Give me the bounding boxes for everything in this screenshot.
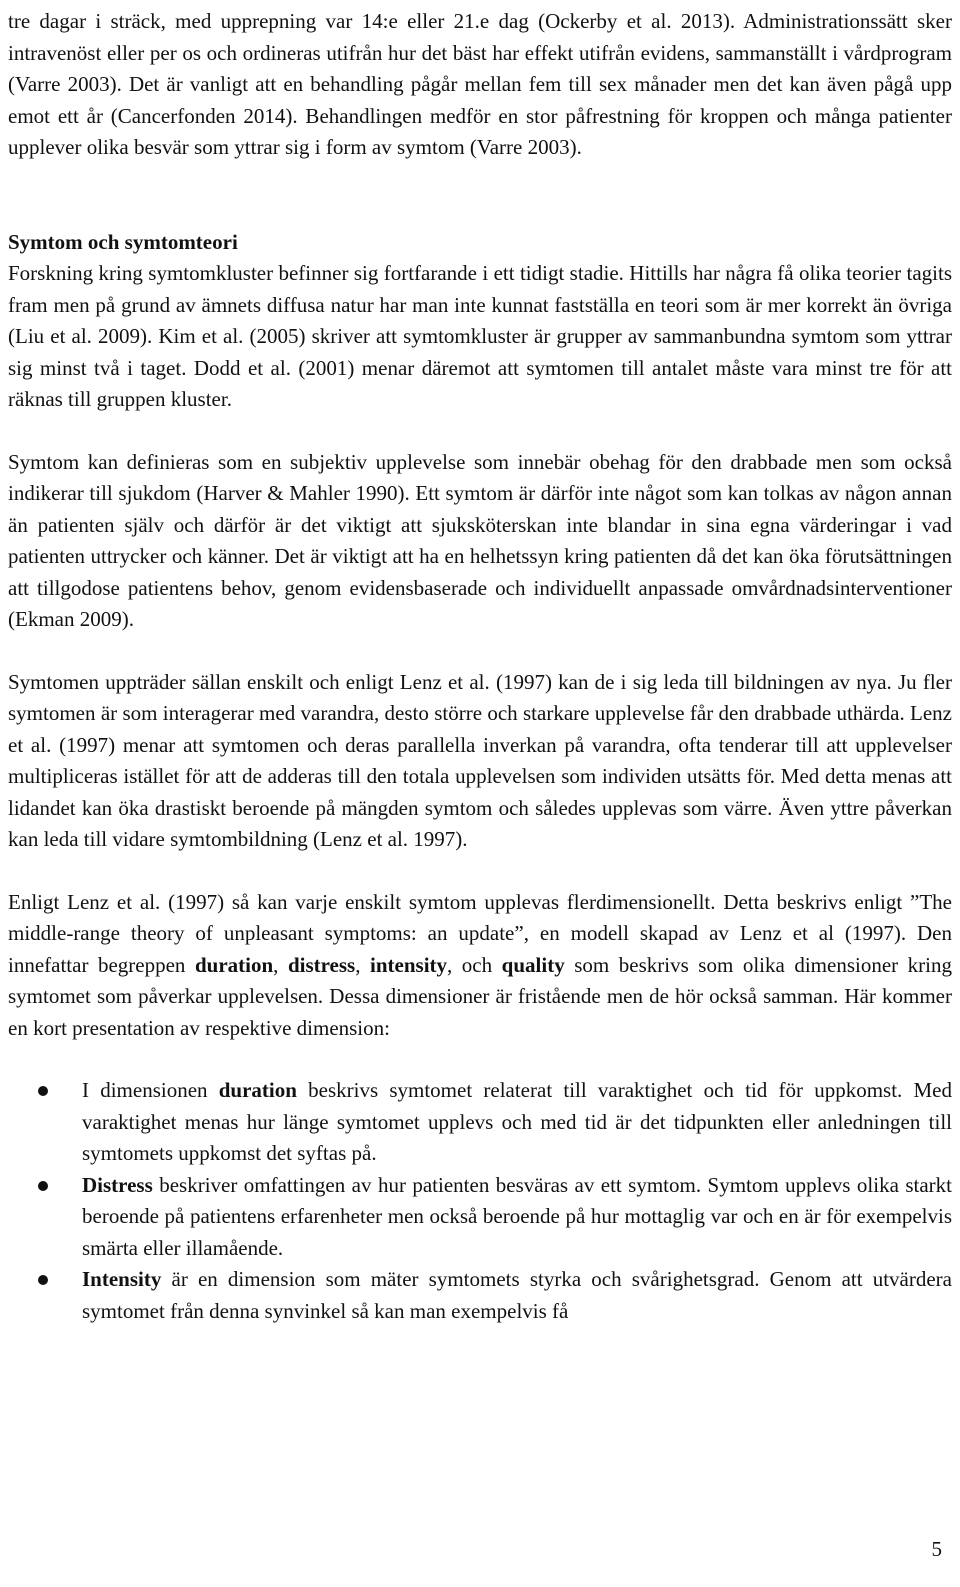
bullet-dot-icon: [38, 1181, 48, 1191]
dimension-list: [8, 1075, 952, 1327]
list-item-distress: [8, 1170, 952, 1265]
list-item-intensity: [8, 1264, 952, 1327]
list-item-term: Distress: [82, 1172, 153, 1197]
term-intensity: intensity: [370, 952, 448, 977]
bullet-dot-icon: [38, 1275, 48, 1285]
separator: ,: [355, 952, 371, 977]
term-duration: duration: [194, 952, 274, 977]
list-item-term: duration: [218, 1078, 297, 1102]
list-item-duration: [8, 1075, 952, 1170]
bullet-dot-icon: [38, 1086, 48, 1096]
list-item-prefix: I dimensionen: [82, 1078, 219, 1102]
term-distress: distress: [287, 952, 356, 977]
intro-paragraph: tre dagar i sträck, med upprepning var 14:e eller 21.e dag (Ockerby et al. 2013). Administrationssätt sker intravenöst eller per os och ordineras utifrån hur det bäst har effekt utifrån evidens, sammanställt i vårdprogram (Varre 2003). Det är vanligt att en behandling pågår mellan fem till sex månader men det kan även pågå upp emot ett år (Cancerfonden 2014). Behandlingen medför en stor påfrestning för kroppen och många patienter upplever olika besvär som yttrar sig i form av symtom (Varre 2003).: [8, 9, 952, 159]
paragraph-symptom-clusters: Forskning kring symtomkluster befinner sig fortfarande i ett tidigt stadie. Hittills har några få olika teorier tagits fram men på grund av ämnets diffusa natur har man inte kunnat fastställa en teori som är mer korrekt än övriga (Liu et al. 2009). Kim et al. (2005) skriver att symtomkluster är grupper av sammanbundna symtom som yttrar sig minst två i taget. Dodd et al. (2001) menar däremot att symtomen till antalet måste vara minst tre för att räknas till gruppen kluster.: [8, 261, 952, 411]
list-item-text: beskrivs symtomet relaterat till varaktighet och tid för uppkomst. Med varaktighet menas hur länge symtomet upplevs och med tid är det tidpunkten eller anledningen till symtomets uppkomst det syftas på.: [82, 1078, 952, 1165]
dimensions-intro-text-end: som beskrivs som olika dimensioner kring symtomet som påverkar upplevelsen. Dessa dimensioner är fristående men de hör också samman. Här kommer en kort presentation av respektive dimension:: [8, 952, 953, 1040]
list-item-text: beskriver omfattingen av hur patienten besväras av ett symtom. Symtom upplevs olika starkt beroende på patientens erfarenheter men också beroende på hur mottaglig var och en är för exempelvis smärta eller illamående.: [82, 1172, 952, 1260]
paragraph-symptom-definition: Symtom kan definieras som en subjektiv upplevelse som innebär obehag för den drabbade men som också indikerar till sjukdom (Harver & Mahler 1990). Ett symtom är därför inte något som kan tolkas av någon annan än patienten själv och därför är det viktigt att sjuksköterskan inte blandar in sina egna värderingar i vad patienten uttrycker och känner. Det är viktigt att ha en helhetssyn kring patienten då det kan öka förutsättningen att tillgodose patientens behov, genom evidensbaserade och individuellt anpassade omvårdnadsinterventioner (Ekman 2009).: [8, 449, 952, 631]
list-item-text: är en dimension som mäter symtomets styrka och svårighetsgrad. Genom att utvärdera symtomet från denna synvinkel så kan man exempelvis få: [82, 1267, 952, 1323]
section-heading: Symtom och symtomteori: [8, 229, 238, 254]
page-number: 5: [931, 1537, 942, 1561]
paragraph-symptom-interaction: Symtomen uppträder sällan enskilt och enligt Lenz et al. (1997) kan de i sig leda till bildningen av nya. Ju fler symtomen är som interagerar med varandra, desto större och starkare upplevelse får den drabbade uthärda. Lenz et al. (1997) menar att symtomen och deras parallella inverkan på varandra, ofta tenderar till att upplevelser multipliceras istället för att de adderas till den totala upplevelsen som individen utsätts för. Med detta menas att lidandet kan öka drastiskt beroende på mängden symtom och således upplevas som värre. Även yttre påverkan kan leda till vidare symtombildning (Lenz et al. 1997).: [8, 669, 952, 851]
term-quality: quality: [501, 952, 565, 977]
paragraph-dimensions-intro: [8, 887, 952, 1045]
separator: , och: [447, 952, 502, 977]
list-item-term: Intensity: [82, 1267, 162, 1291]
separator: ,: [273, 952, 288, 977]
dimensions-intro-text: Enligt Lenz et al. (1997) så kan varje enskilt symtom upplevas flerdimensionellt. Detta beskrivs enligt ”The middle-range theory of unpleasant symptoms: an update”, en modell skapad av Lenz et al (1997). Den innefattar begreppen: [8, 889, 952, 977]
